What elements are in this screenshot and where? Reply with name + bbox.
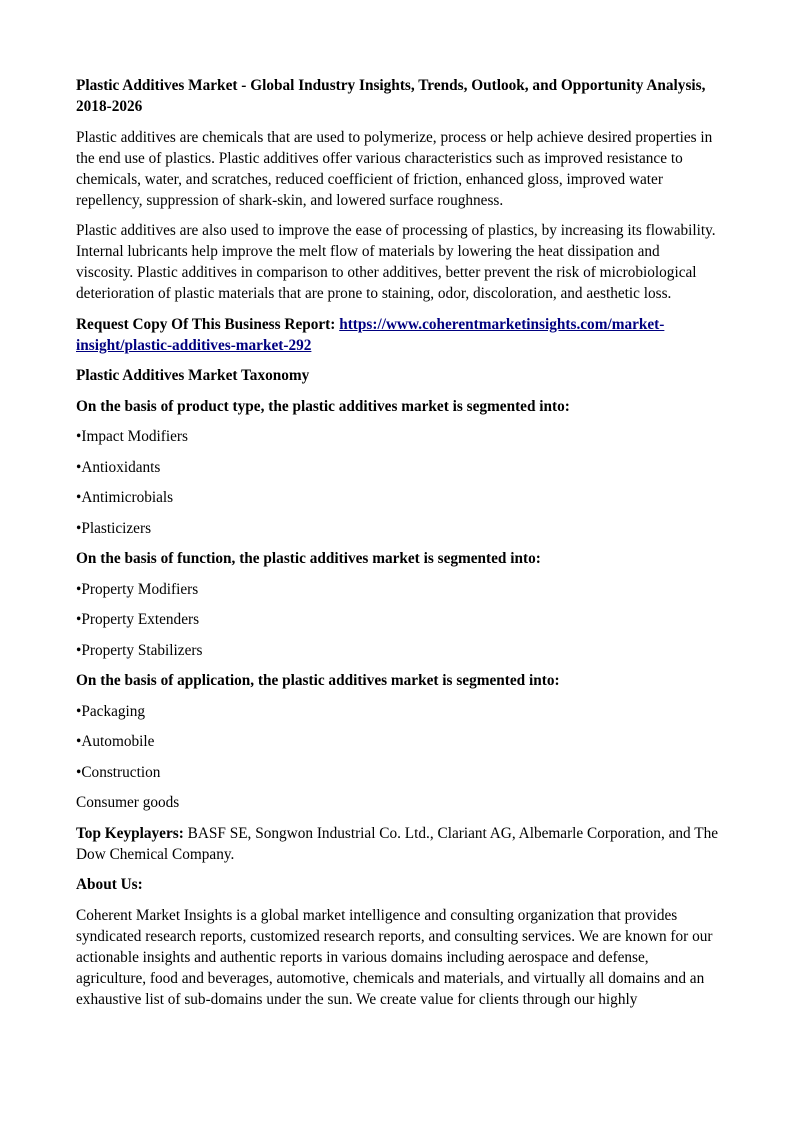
list-item: •Antimicrobials — [76, 489, 174, 506]
keyplayers-text: BASF SE, Songwon Industrial Co. Ltd., Clariant AG, Albemarle Corporation, and The Dow Chemical Company. — [76, 824, 719, 863]
document-page — [76, 75, 720, 1019]
request-copy-line — [76, 314, 720, 356]
list-item: •Antioxidants — [76, 458, 161, 476]
application-heading: On the basis of application, the plastic additives market is segmented into: — [76, 672, 560, 689]
document-title: Plastic Additives Market - Global Industry Insights, Trends, Outlook, and Opportunity Analysis, 2018-2026 — [76, 77, 706, 115]
about-paragraph: Coherent Market Insights is a global market intelligence and consulting organization that provides syndicated research reports, customized research reports, and consulting services. We are known for our actionable insights and authentic reports in various domains including aerospace and defense, agriculture, food and beverages, automotive, chemicals and materials, and virtually all domains and an exhaustive list of sub-domains under the sun. We create value for clients through our highly — [76, 906, 713, 1008]
taxonomy-heading: Plastic Additives Market Taxonomy — [76, 367, 310, 384]
keyplayers-label: Top Keyplayers: — [76, 824, 184, 842]
list-item: •Property Stabilizers — [76, 641, 203, 659]
list-item: •Packaging — [76, 702, 146, 720]
keyplayers-paragraph — [76, 823, 720, 865]
list-item: •Construction — [76, 763, 161, 781]
list-item: •Property Extenders — [76, 611, 200, 628]
product-type-heading: On the basis of product type, the plastic additives market is segmented into: — [76, 397, 570, 415]
intro-paragraph-1: Plastic additives are chemicals that are used to polymerize, process or help achieve desired properties in the end use of plastics. Plastic additives offer various characteristics such as improved resistance to chemicals, water, and scratches, reduced coefficient of friction, enhanced gloss, improved water repellency, suppression of shark-skin, and lowered surface roughness. — [76, 128, 713, 209]
list-item: •Automobile — [76, 733, 155, 750]
function-heading: On the basis of function, the plastic additives market is segmented into: — [76, 550, 541, 567]
report-link[interactable]: https://www.coherentmarketinsights.com/market-insight/plastic-additives-market-292 — [76, 315, 665, 354]
about-heading: About Us: — [76, 876, 143, 893]
list-item: •Property Modifiers — [76, 580, 199, 598]
list-item: Consumer goods — [76, 794, 180, 811]
intro-paragraph-2: Plastic additives are also used to improve the ease of processing of plastics, by increasing its flowability. Internal lubricants help improve the melt flow of materials by lowering the heat dissipation and viscosity. Plastic additives in comparison to other additives, better prevent the risk of microbiological deterioration of plastic materials that are prone to staining, odor, discoloration, and aesthetic loss. — [76, 222, 716, 302]
list-item: •Plasticizers — [76, 519, 152, 537]
request-copy-label: Request Copy Of This Business Report: — [76, 315, 340, 333]
list-item: •Impact Modifiers — [76, 428, 188, 445]
